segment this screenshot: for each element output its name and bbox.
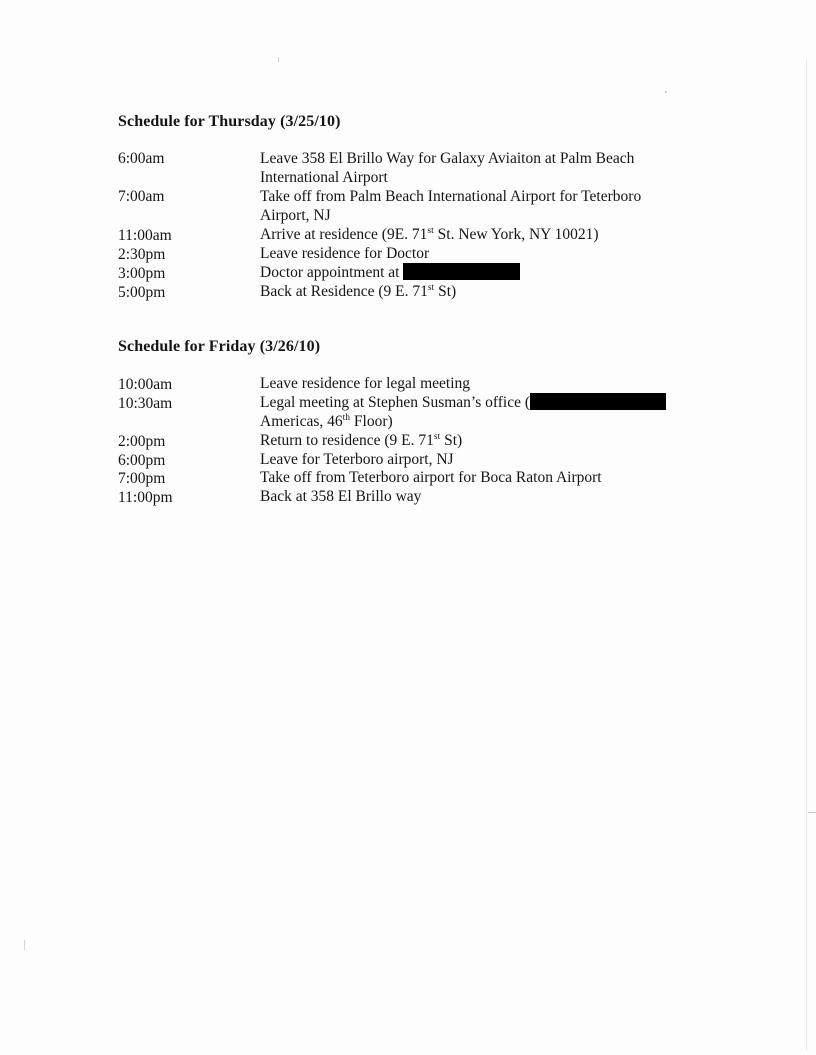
scan-edge-line	[806, 60, 807, 1050]
thursday-time-6: 5:00pm	[118, 284, 166, 301]
friday-time-4: 6:00pm	[118, 452, 166, 469]
entry-line	[260, 393, 700, 412]
ordinal-suffix: st	[427, 283, 435, 293]
friday-entry-4: Leave for Teterboro airport, NJ	[260, 451, 454, 468]
scan-speck	[665, 91, 667, 93]
entry-text: Floor)	[350, 413, 393, 430]
scan-speck	[24, 940, 25, 950]
thursday-entry-1	[260, 149, 700, 187]
entry-text: Doctor appointment at	[260, 264, 404, 281]
friday-heading: Schedule for Friday (3/26/10)	[118, 338, 321, 355]
entry-line: International Airport	[260, 169, 388, 186]
entry-text: St)	[440, 432, 463, 449]
entry-line: Leave 358 El Brillo Way for Galaxy Aviaiton at Palm Beach	[260, 150, 635, 167]
thursday-heading: Schedule for Thursday (3/25/10)	[118, 113, 341, 130]
entry-line: Take off from Palm Beach International Airport for Teterboro	[260, 188, 642, 205]
friday-entry-6: Back at 358 El Brillo way	[260, 488, 422, 505]
friday-entry-5: Take off from Teterboro airport for Boca Raton Airport	[260, 469, 602, 486]
ordinal-suffix: th	[342, 413, 351, 423]
thursday-entry-2	[260, 187, 700, 225]
thursday-time-2: 7:00am	[118, 188, 165, 205]
thursday-entry-6	[260, 282, 700, 304]
scan-edge-tick	[808, 812, 816, 813]
entry-text: St)	[434, 283, 457, 300]
thursday-time-3: 11:00am	[118, 227, 172, 244]
thursday-time-1: 6:00am	[118, 150, 165, 167]
thursday-entry-4: Leave residence for Doctor	[260, 245, 430, 262]
friday-entry-2	[260, 393, 700, 434]
friday-time-2: 10:30am	[118, 395, 173, 412]
entry-text: Legal meeting at Stephen Susman’s office (	[260, 394, 531, 411]
scan-speck	[278, 57, 279, 62]
redaction-bar	[530, 393, 666, 410]
ordinal-suffix: st	[427, 226, 434, 236]
thursday-time-5: 3:00pm	[118, 265, 166, 282]
thursday-entry-5	[260, 263, 700, 282]
entry-text: Arrive at residence (9E. 71	[260, 226, 428, 243]
entry-text: Back at Residence (9 E. 71	[260, 283, 428, 300]
friday-time-3: 2:00pm	[118, 433, 166, 450]
redaction-bar	[403, 263, 520, 280]
entry-text: Return to residence (9 E. 71	[260, 432, 434, 449]
entry-line: Airport, NJ	[260, 207, 331, 224]
friday-time-6: 11:00pm	[118, 489, 173, 506]
friday-time-1: 10:00am	[118, 376, 173, 393]
entry-text: St. New York, NY 10021)	[433, 226, 599, 243]
friday-entry-1: Leave residence for legal meeting	[260, 375, 470, 392]
ordinal-suffix: st	[433, 432, 441, 442]
entry-text: Americas, 46	[260, 413, 343, 430]
thursday-time-4: 2:30pm	[118, 246, 166, 263]
friday-time-5: 7:00pm	[118, 470, 166, 487]
